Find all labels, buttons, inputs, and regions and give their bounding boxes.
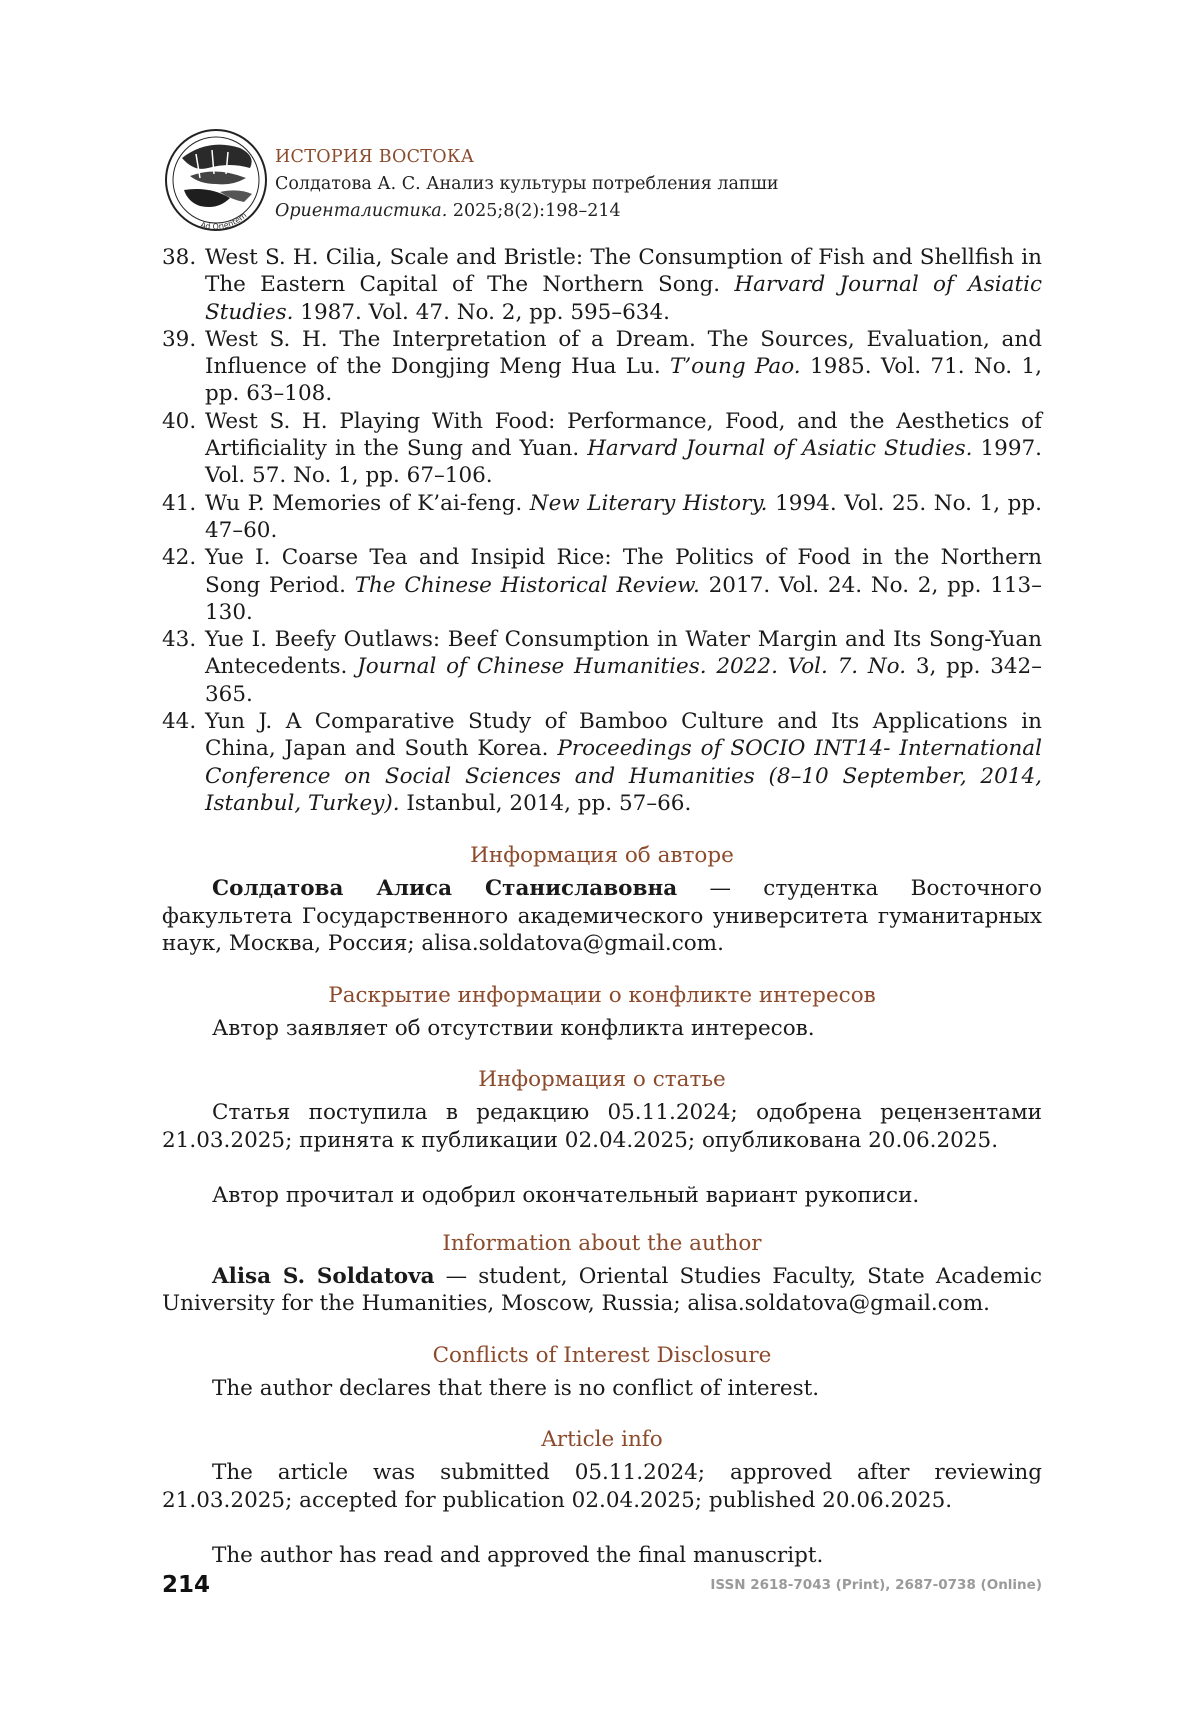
header-text <box>275 144 779 225</box>
reference-item <box>162 544 1042 626</box>
reference-number: 38. <box>162 245 197 270</box>
reference-item <box>162 490 1042 545</box>
reference-item <box>162 708 1042 817</box>
reference-details: 1997. Vol. 57. No. 1, pp. 67–106. <box>205 436 1043 489</box>
article-info-text-ru: Статья поступила в редакцию 05.11.2024; одобрена рецензентами 21.03.2025; принята к публикации 02.04.2025; опубликована 20.06.2025. <box>162 1100 1042 1153</box>
reference-item <box>162 244 1042 326</box>
article-short-title: Солдатова А. С. Анализ культуры потребления лапши <box>275 174 779 194</box>
author-info-en <box>162 1263 1042 1318</box>
reference-source: Harvard Journal of Asiatic Studies. <box>587 436 973 462</box>
reference-text: Yun J. A Comparative Study of Bamboo Culture and Its Applications in China, Japan and South Korea. <box>205 709 1042 762</box>
journal-name: Ориенталистика. <box>275 201 448 221</box>
reference-number: 42. <box>162 545 197 571</box>
article-info-heading-en: Article info <box>541 1427 663 1453</box>
reference-number: 44. <box>162 709 197 735</box>
journal-citation <box>275 198 779 225</box>
article-info-text-en: The article was submitted 05.11.2024; approved after reviewing 21.03.2025; accepted for publication 02.04.2025; published 20.06.2025. <box>162 1460 1042 1513</box>
author-description-ru: — студентка Восточного факультета Государственного академического университета гуманитарных наук, Москва, Россия; alisa.soldatova@gmail.com. <box>162 876 1042 957</box>
author-description-en: — student, Oriental Studies Faculty, State Academic University for the Humanities, Moscow, Russia; alisa.soldatova@gmail.com. <box>162 1263 1042 1317</box>
reference-text: West S. H. The Interpretation of a Dream. The Sources, Evaluation, and Influence of the Dongjing Meng Hua Lu. <box>205 326 1042 380</box>
journal-section-title: ИСТОРИЯ ВОСТОКА <box>275 147 475 167</box>
reference-text: West S. H. Cilia, Scale and Bristle: The Consumption of Fish and Shellfish in The Eastern Capital of The Northern Song. <box>205 245 1042 298</box>
reference-source: New Literary History. <box>529 490 768 516</box>
reference-source: The Chinese Historical Review. <box>354 572 700 598</box>
conflict-heading-en: Conflicts of Interest Disclosure <box>432 1342 772 1368</box>
citation-details: 2025;8(2):198–214 <box>447 201 621 221</box>
page-header <box>160 128 1060 232</box>
author-name-ru: Солдатова Алиса Станиславовна <box>212 876 678 902</box>
author-info-ru <box>162 875 1042 958</box>
reference-text: Yue I. Beefy Outlaws: Beef Consumption in Water Margin and Its Song-Yuan Antecedents. <box>205 627 1042 680</box>
author-name-en: Alisa S. Soldatova <box>212 1263 435 1289</box>
reference-item <box>162 326 1042 408</box>
journal-logo-icon <box>160 128 272 232</box>
page-content <box>162 244 1042 1570</box>
approval-text-en: The author has read and approved the final manuscript. <box>212 1543 824 1569</box>
conflict-text-ru: Автор заявляет об отсутствии конфликта интересов. <box>212 1015 815 1041</box>
approval-text-ru: Автор прочитал и одобрил окончательный вариант рукописи. <box>212 1183 920 1209</box>
reference-number: 40. <box>162 408 197 434</box>
reference-details: Istanbul, 2014, pp. 57–66. <box>399 790 692 816</box>
reference-number: 41. <box>162 490 197 516</box>
reference-source: Harvard Journal of Asiatic Studies. <box>205 272 1042 325</box>
reference-source: T’oung Pao. <box>670 354 801 380</box>
reference-list <box>162 244 1042 817</box>
reference-details: 1994. Vol. 25. No. 1, pp. 47–60. <box>205 490 1043 543</box>
article-info-heading-ru: Информация о статье <box>478 1067 726 1093</box>
page-number: 214 <box>162 1572 211 1598</box>
reference-item <box>162 408 1042 490</box>
logo-text: Ad Orientem <box>199 210 249 232</box>
author-info-heading-en: Information about the author <box>442 1230 762 1256</box>
reference-source: Proceedings of SOCIO INT14- International Conference on Social Sciences and Humanities (8–10 September, 2014, Istanbul, Turkey). <box>205 736 1042 816</box>
conflict-heading-ru: Раскрытие информации о конфликте интересов <box>328 982 876 1008</box>
reference-text: Yue I. Coarse Tea and Insipid Rice: The Politics of Food in the Northern Song Period. <box>205 545 1042 598</box>
reference-details: 2017. Vol. 24. No. 2, pp. 113–130. <box>205 572 1042 625</box>
author-info-heading-ru: Информация об авторе <box>470 843 734 869</box>
issn-footer: ISSN 2618-7043 (Print), 2687-0738 (Online) <box>710 1577 1042 1593</box>
reference-text: West S. H. Playing With Food: Performance, Food, and the Aesthetics of Artificiality in the Sung and Yuan. <box>205 408 1042 462</box>
reference-details: 1985. Vol. 71. No. 1, pp. 63–108. <box>205 354 1042 407</box>
reference-source: Journal of Chinese Humanities. 2022. Vol. 7. No. <box>357 654 907 680</box>
reference-number: 43. <box>162 627 197 653</box>
reference-details: 3, pp. 342–365. <box>205 654 1042 707</box>
conflict-text-en: The author declares that there is no conflict of interest. <box>212 1375 820 1401</box>
reference-details: 1987. Vol. 47. No. 2, pp. 595–634. <box>293 299 670 325</box>
reference-item <box>162 626 1042 708</box>
reference-text: Wu P. Memories of K’ai-feng. <box>205 490 530 516</box>
reference-number: 39. <box>162 326 197 352</box>
